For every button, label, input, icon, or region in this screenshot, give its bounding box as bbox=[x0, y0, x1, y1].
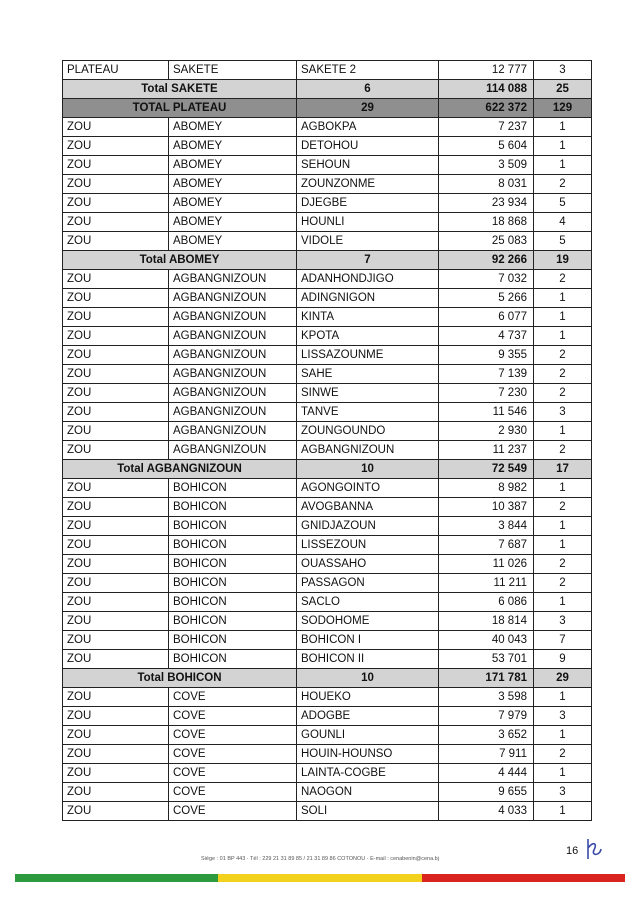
population-cell: 12 777 bbox=[439, 61, 534, 80]
subtotal-row bbox=[63, 251, 592, 270]
arrondissement-cell: HOUNLI bbox=[297, 213, 439, 232]
arrondissement-cell: SEHOUN bbox=[297, 156, 439, 175]
arrondissement-count-cell: 10 bbox=[297, 460, 439, 479]
count-cell: 2 bbox=[534, 498, 592, 517]
count-cell: 3 bbox=[534, 707, 592, 726]
arrondissement-cell: SOLI bbox=[297, 802, 439, 821]
count-cell: 3 bbox=[534, 61, 592, 80]
subtotal-row bbox=[63, 460, 592, 479]
department-cell: ZOU bbox=[63, 479, 169, 498]
population-total-cell: 92 266 bbox=[439, 251, 534, 270]
count-cell: 1 bbox=[534, 289, 592, 308]
page-number: 16 bbox=[566, 845, 579, 857]
arrondissement-cell: ZOUNZONME bbox=[297, 175, 439, 194]
arrondissement-cell: GNIDJAZOUN bbox=[297, 517, 439, 536]
commune-cell: COVE bbox=[169, 707, 297, 726]
commune-cell: COVE bbox=[169, 726, 297, 745]
arrondissement-cell: SAKETE 2 bbox=[297, 61, 439, 80]
population-cell: 10 387 bbox=[439, 498, 534, 517]
population-cell: 9 355 bbox=[439, 346, 534, 365]
population-cell: 7 979 bbox=[439, 707, 534, 726]
arrondissement-cell: DJEGBE bbox=[297, 194, 439, 213]
population-cell: 11 026 bbox=[439, 555, 534, 574]
commune-cell: AGBANGNIZOUN bbox=[169, 308, 297, 327]
count-cell: 2 bbox=[534, 365, 592, 384]
population-cell: 3 844 bbox=[439, 517, 534, 536]
population-total-cell: 72 549 bbox=[439, 460, 534, 479]
count-total-cell: 17 bbox=[534, 460, 592, 479]
department-cell: ZOU bbox=[63, 726, 169, 745]
count-cell: 3 bbox=[534, 783, 592, 802]
subtotal-row bbox=[63, 669, 592, 688]
count-cell: 1 bbox=[534, 422, 592, 441]
arrondissement-count-cell: 10 bbox=[297, 669, 439, 688]
footer-contact: Siège : 01 BP 443 · Tél : 229 21 31 89 85 / 21 31 89 86 COTONOU · E-mail : cenabenin@cena.bj bbox=[201, 856, 439, 862]
arrondissement-cell: HOUIN-HOUNSO bbox=[297, 745, 439, 764]
table-row bbox=[63, 517, 592, 536]
department-cell: ZOU bbox=[63, 498, 169, 517]
flag-green-band bbox=[15, 874, 218, 882]
table-row bbox=[63, 270, 592, 289]
commune-cell: BOHICON bbox=[169, 612, 297, 631]
table-row bbox=[63, 403, 592, 422]
commune-cell: ABOMEY bbox=[169, 213, 297, 232]
count-total-cell: 129 bbox=[534, 99, 592, 118]
population-cell: 4 444 bbox=[439, 764, 534, 783]
population-cell: 7 230 bbox=[439, 384, 534, 403]
department-cell: ZOU bbox=[63, 688, 169, 707]
department-cell: ZOU bbox=[63, 650, 169, 669]
department-cell: ZOU bbox=[63, 232, 169, 251]
count-cell: 4 bbox=[534, 213, 592, 232]
table-row bbox=[63, 574, 592, 593]
department-cell: ZOU bbox=[63, 384, 169, 403]
population-cell: 3 652 bbox=[439, 726, 534, 745]
commune-cell: COVE bbox=[169, 745, 297, 764]
flag-yellow-band bbox=[218, 874, 421, 882]
arrondissement-cell: SACLO bbox=[297, 593, 439, 612]
commune-cell: AGBANGNIZOUN bbox=[169, 422, 297, 441]
table-row bbox=[63, 365, 592, 384]
table-row bbox=[63, 764, 592, 783]
arrondissement-cell: ADOGBE bbox=[297, 707, 439, 726]
commune-cell: ABOMEY bbox=[169, 194, 297, 213]
table-row bbox=[63, 308, 592, 327]
table-row bbox=[63, 555, 592, 574]
arrondissement-cell: AGONGOINTO bbox=[297, 479, 439, 498]
total-label-cell: TOTAL PLATEAU bbox=[63, 99, 297, 118]
table-row bbox=[63, 650, 592, 669]
population-cell: 5 604 bbox=[439, 137, 534, 156]
count-cell: 1 bbox=[534, 802, 592, 821]
population-cell: 6 077 bbox=[439, 308, 534, 327]
commune-cell: BOHICON bbox=[169, 593, 297, 612]
commune-cell: AGBANGNIZOUN bbox=[169, 289, 297, 308]
commune-cell: COVE bbox=[169, 802, 297, 821]
table-row bbox=[63, 422, 592, 441]
department-cell: ZOU bbox=[63, 631, 169, 650]
arrondissement-cell: ZOUNGOUNDO bbox=[297, 422, 439, 441]
arrondissement-cell: GOUNLI bbox=[297, 726, 439, 745]
arrondissement-cell: ADINGNIGON bbox=[297, 289, 439, 308]
population-total-cell: 622 372 bbox=[439, 99, 534, 118]
arrondissement-cell: BOHICON II bbox=[297, 650, 439, 669]
population-cell: 18 814 bbox=[439, 612, 534, 631]
commune-cell: ABOMEY bbox=[169, 232, 297, 251]
table-row bbox=[63, 346, 592, 365]
department-cell: ZOU bbox=[63, 175, 169, 194]
count-cell: 1 bbox=[534, 764, 592, 783]
table-row bbox=[63, 802, 592, 821]
count-cell: 1 bbox=[534, 479, 592, 498]
arrondissement-count-cell: 6 bbox=[297, 80, 439, 99]
population-cell: 11 211 bbox=[439, 574, 534, 593]
department-cell: ZOU bbox=[63, 707, 169, 726]
commune-cell: AGBANGNIZOUN bbox=[169, 384, 297, 403]
count-cell: 2 bbox=[534, 346, 592, 365]
department-cell: ZOU bbox=[63, 308, 169, 327]
department-cell: ZOU bbox=[63, 517, 169, 536]
department-cell: ZOU bbox=[63, 612, 169, 631]
commune-cell: AGBANGNIZOUN bbox=[169, 441, 297, 460]
population-total-cell: 171 781 bbox=[439, 669, 534, 688]
table-row bbox=[63, 593, 592, 612]
department-cell: ZOU bbox=[63, 194, 169, 213]
population-cell: 25 083 bbox=[439, 232, 534, 251]
department-cell: ZOU bbox=[63, 289, 169, 308]
commune-cell: BOHICON bbox=[169, 555, 297, 574]
population-cell: 2 930 bbox=[439, 422, 534, 441]
count-cell: 9 bbox=[534, 650, 592, 669]
commune-cell: BOHICON bbox=[169, 574, 297, 593]
arrondissement-cell: SINWE bbox=[297, 384, 439, 403]
commune-cell: AGBANGNIZOUN bbox=[169, 270, 297, 289]
population-cell: 8 982 bbox=[439, 479, 534, 498]
commune-cell: ABOMEY bbox=[169, 156, 297, 175]
arrondissement-cell: TANVE bbox=[297, 403, 439, 422]
commune-cell: COVE bbox=[169, 783, 297, 802]
arrondissement-cell: AVOGBANNA bbox=[297, 498, 439, 517]
commune-cell: AGBANGNIZOUN bbox=[169, 327, 297, 346]
commune-cell: SAKETE bbox=[169, 61, 297, 80]
population-cell: 3 509 bbox=[439, 156, 534, 175]
population-cell: 18 868 bbox=[439, 213, 534, 232]
arrondissement-cell: AGBOKPA bbox=[297, 118, 439, 137]
department-cell: ZOU bbox=[63, 764, 169, 783]
count-total-cell: 19 bbox=[534, 251, 592, 270]
table-row bbox=[63, 783, 592, 802]
commune-cell: BOHICON bbox=[169, 498, 297, 517]
population-cell: 3 598 bbox=[439, 688, 534, 707]
population-cell: 7 687 bbox=[439, 536, 534, 555]
arrondissement-cell: DETOHOU bbox=[297, 137, 439, 156]
arrondissement-cell: ADANHONDJIGO bbox=[297, 270, 439, 289]
count-cell: 1 bbox=[534, 726, 592, 745]
department-cell: ZOU bbox=[63, 270, 169, 289]
count-cell: 1 bbox=[534, 688, 592, 707]
count-cell: 1 bbox=[534, 327, 592, 346]
population-cell: 8 031 bbox=[439, 175, 534, 194]
count-total-cell: 25 bbox=[534, 80, 592, 99]
table-row bbox=[63, 707, 592, 726]
arrondissement-cell: PASSAGON bbox=[297, 574, 439, 593]
arrondissement-cell: LISSEZOUN bbox=[297, 536, 439, 555]
table-row bbox=[63, 61, 592, 80]
arrondissement-cell: OUASSAHO bbox=[297, 555, 439, 574]
arrondissement-cell: VIDOLE bbox=[297, 232, 439, 251]
flag-red-band bbox=[422, 874, 625, 882]
department-cell: ZOU bbox=[63, 422, 169, 441]
count-total-cell: 29 bbox=[534, 669, 592, 688]
population-cell: 11 237 bbox=[439, 441, 534, 460]
arrondissement-cell: SODOHOME bbox=[297, 612, 439, 631]
commune-cell: BOHICON bbox=[169, 479, 297, 498]
table-row bbox=[63, 612, 592, 631]
population-cell: 7 911 bbox=[439, 745, 534, 764]
total-label-cell: Total BOHICON bbox=[63, 669, 297, 688]
department-cell: ZOU bbox=[63, 555, 169, 574]
population-cell: 9 655 bbox=[439, 783, 534, 802]
count-cell: 2 bbox=[534, 555, 592, 574]
table-row bbox=[63, 327, 592, 346]
table-row bbox=[63, 118, 592, 137]
count-cell: 1 bbox=[534, 156, 592, 175]
arrondissement-cell: NAOGON bbox=[297, 783, 439, 802]
count-cell: 2 bbox=[534, 270, 592, 289]
commune-cell: COVE bbox=[169, 688, 297, 707]
total-label-cell: Total SAKETE bbox=[63, 80, 297, 99]
population-cell: 6 086 bbox=[439, 593, 534, 612]
population-cell: 4 737 bbox=[439, 327, 534, 346]
total-label-cell: Total ABOMEY bbox=[63, 251, 297, 270]
commune-cell: BOHICON bbox=[169, 536, 297, 555]
department-cell: PLATEAU bbox=[63, 61, 169, 80]
count-cell: 1 bbox=[534, 137, 592, 156]
department-cell: ZOU bbox=[63, 783, 169, 802]
subtotal-row bbox=[63, 80, 592, 99]
department-cell: ZOU bbox=[63, 574, 169, 593]
count-cell: 1 bbox=[534, 118, 592, 137]
count-cell: 1 bbox=[534, 308, 592, 327]
population-cell: 4 033 bbox=[439, 802, 534, 821]
arrondissement-cell: KPOTA bbox=[297, 327, 439, 346]
population-cell: 7 139 bbox=[439, 365, 534, 384]
count-cell: 5 bbox=[534, 194, 592, 213]
population-cell: 5 266 bbox=[439, 289, 534, 308]
table-row bbox=[63, 213, 592, 232]
population-table bbox=[62, 60, 592, 821]
table-row bbox=[63, 156, 592, 175]
table-row bbox=[63, 479, 592, 498]
count-cell: 1 bbox=[534, 593, 592, 612]
department-cell: ZOU bbox=[63, 441, 169, 460]
table-row bbox=[63, 536, 592, 555]
table-row bbox=[63, 745, 592, 764]
count-cell: 2 bbox=[534, 175, 592, 194]
commune-cell: BOHICON bbox=[169, 517, 297, 536]
arrondissement-count-cell: 29 bbox=[297, 99, 439, 118]
table-row bbox=[63, 194, 592, 213]
table-row bbox=[63, 498, 592, 517]
arrondissement-cell: LAINTA-COGBE bbox=[297, 764, 439, 783]
population-cell: 7 032 bbox=[439, 270, 534, 289]
count-cell: 1 bbox=[534, 536, 592, 555]
commune-cell: ABOMEY bbox=[169, 175, 297, 194]
arrondissement-cell: LISSAZOUNME bbox=[297, 346, 439, 365]
arrondissement-count-cell: 7 bbox=[297, 251, 439, 270]
commune-cell: ABOMEY bbox=[169, 118, 297, 137]
count-cell: 3 bbox=[534, 612, 592, 631]
table-row bbox=[63, 631, 592, 650]
count-cell: 3 bbox=[534, 403, 592, 422]
department-cell: ZOU bbox=[63, 156, 169, 175]
total-label-cell: Total AGBANGNIZOUN bbox=[63, 460, 297, 479]
table-row bbox=[63, 137, 592, 156]
table-row bbox=[63, 289, 592, 308]
table-row bbox=[63, 441, 592, 460]
arrondissement-cell: SAHE bbox=[297, 365, 439, 384]
arrondissement-cell: HOUEKO bbox=[297, 688, 439, 707]
flag-stripe bbox=[15, 874, 625, 882]
arrondissement-cell: BOHICON I bbox=[297, 631, 439, 650]
table-row bbox=[63, 175, 592, 194]
department-cell: ZOU bbox=[63, 346, 169, 365]
population-cell: 40 043 bbox=[439, 631, 534, 650]
population-cell: 11 546 bbox=[439, 403, 534, 422]
department-cell: ZOU bbox=[63, 118, 169, 137]
commune-cell: BOHICON bbox=[169, 650, 297, 669]
department-cell: ZOU bbox=[63, 536, 169, 555]
count-cell: 2 bbox=[534, 574, 592, 593]
department-cell: ZOU bbox=[63, 593, 169, 612]
population-cell: 23 934 bbox=[439, 194, 534, 213]
table-row bbox=[63, 384, 592, 403]
department-cell: ZOU bbox=[63, 137, 169, 156]
commune-cell: AGBANGNIZOUN bbox=[169, 365, 297, 384]
table-row bbox=[63, 726, 592, 745]
population-total-cell: 114 088 bbox=[439, 80, 534, 99]
commune-cell: ABOMEY bbox=[169, 137, 297, 156]
department-cell: ZOU bbox=[63, 213, 169, 232]
commune-cell: COVE bbox=[169, 764, 297, 783]
count-cell: 2 bbox=[534, 441, 592, 460]
commune-cell: AGBANGNIZOUN bbox=[169, 403, 297, 422]
count-cell: 2 bbox=[534, 384, 592, 403]
commune-cell: BOHICON bbox=[169, 631, 297, 650]
population-cell: 53 701 bbox=[439, 650, 534, 669]
department-cell: ZOU bbox=[63, 802, 169, 821]
arrondissement-cell: KINTA bbox=[297, 308, 439, 327]
commune-cell: AGBANGNIZOUN bbox=[169, 346, 297, 365]
table-row bbox=[63, 688, 592, 707]
department-cell: ZOU bbox=[63, 745, 169, 764]
count-cell: 2 bbox=[534, 745, 592, 764]
count-cell: 7 bbox=[534, 631, 592, 650]
department-cell: ZOU bbox=[63, 365, 169, 384]
count-cell: 1 bbox=[534, 517, 592, 536]
grand-total-row bbox=[63, 99, 592, 118]
arrondissement-cell: AGBANGNIZOUN bbox=[297, 441, 439, 460]
department-cell: ZOU bbox=[63, 327, 169, 346]
table-row bbox=[63, 232, 592, 251]
count-cell: 5 bbox=[534, 232, 592, 251]
population-cell: 7 237 bbox=[439, 118, 534, 137]
department-cell: ZOU bbox=[63, 403, 169, 422]
